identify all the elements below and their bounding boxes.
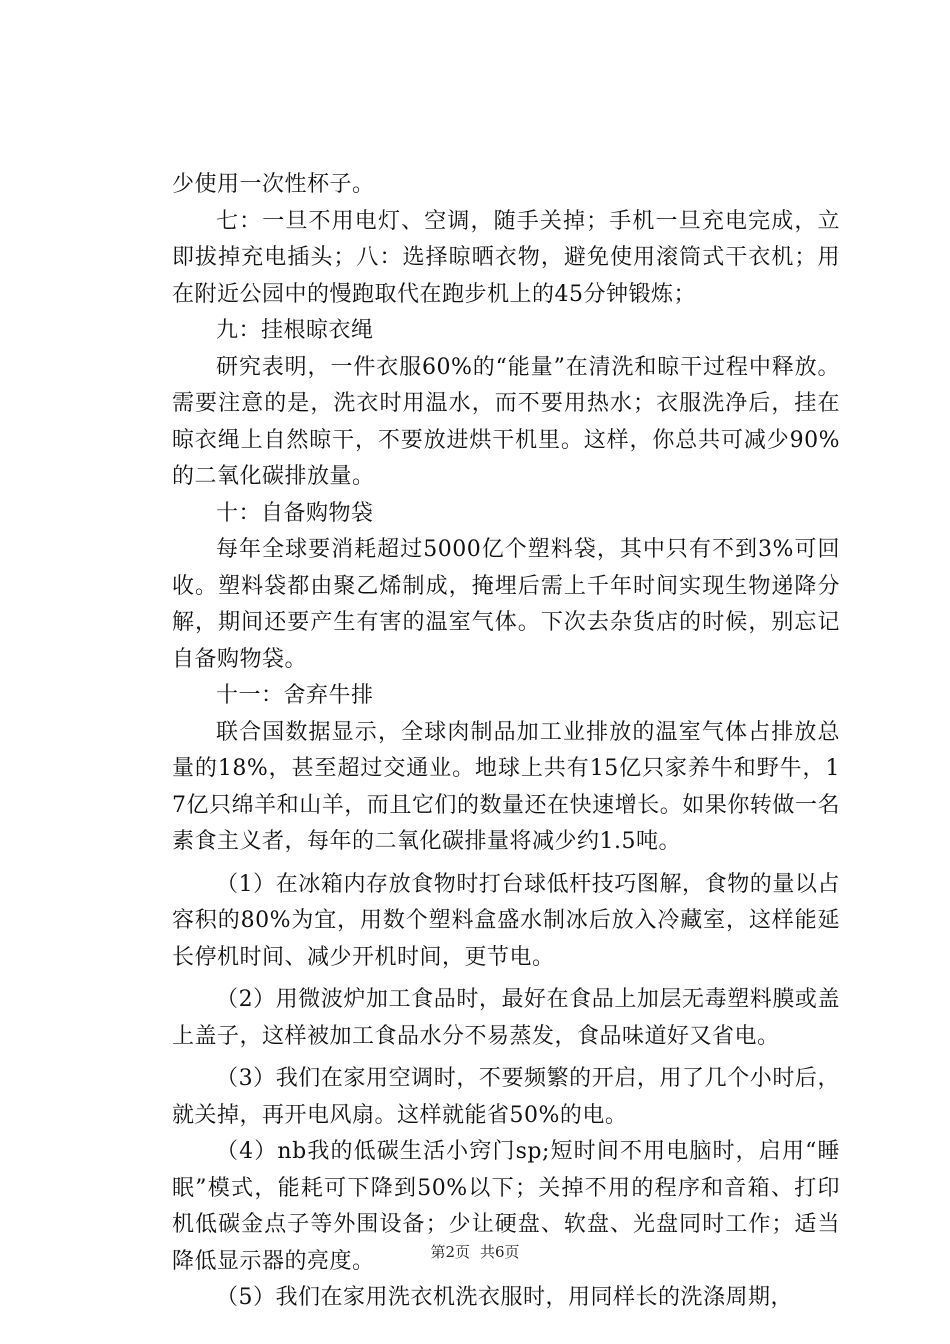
paragraph-clothesline: 研究表明，一件衣服60%的“能量”在清洗和晾干过程中释放。需要注意的是，洗衣时用温水，而不要用热水；衣服洗净后，挂在晾衣绳上自然晾干，不要放进烘干机里。这样，你总共可减少90%的二氧化碳排放量。 bbox=[172, 354, 840, 489]
heading-tip-11: 十一：舍弃牛排 bbox=[216, 683, 374, 708]
total-pages: 共6页 bbox=[480, 1243, 520, 1261]
paragraph-continuation: 少使用一次性杯子。 bbox=[172, 172, 375, 197]
paragraph-item-5: （5）我们在家用洗衣机洗衣服时，用同样长的洗涤周期， bbox=[216, 1285, 793, 1310]
page-footer bbox=[0, 1242, 950, 1262]
heading-tip-9: 九：挂根晾衣绳 bbox=[216, 318, 374, 343]
paragraph-item-4: （4）nb我的低碳生活小窍门sp;短时间不用电脑时，启用“睡眠”模式，能耗可下降到50%以下；关掉不用的程序和音箱、打印机低碳金点子等外围设备；少让硬盘、软盘、光盘同时工作；适当降低显示器的亮度。 bbox=[172, 1139, 840, 1274]
paragraph-tips-7-8: 七：一旦不用电灯、空调，随手关掉；手机一旦充电完成，立即拔掉充电插头；八：选择晾晒衣物，避免使用滚筒式干衣机；用在附近公园中的慢跑取代在跑步机上的45分钟锻炼； bbox=[172, 208, 840, 307]
heading-tip-10: 十：自备购物袋 bbox=[216, 500, 374, 526]
paragraph-item-1: （1）在冰箱内存放食物时打台球低杆技巧图解，食物的量以占容积的80%为宜，用数个塑料盒盛水制冰后放入冷藏室，这样能延长停机时间、减少开机时间，更节电。 bbox=[172, 871, 840, 970]
document-body bbox=[172, 167, 840, 1317]
paragraph-shopping-bag: 每年全球要消耗超过5000亿个塑料袋，其中只有不到3%可回收。塑料袋都由聚乙烯制成，掩埋后需上千年时间实现生物递降分解，期间还要产生有害的温室气体。下次去杂货店的时候，别忘记自备购物袋。 bbox=[172, 537, 840, 672]
paragraph-item-3: （3）我们在家用空调时，不要频繁的开启，用了几个小时后，就关掉，再开电风扇。这样就能省50%的电。 bbox=[172, 1066, 840, 1128]
paragraph-steak: 联合国数据显示，全球肉制品加工业排放的温室气体占排放总量的18%，甚至超过交通业。地球上共有15亿只家养牛和野牛，17亿只绵羊和山羊，而且它们的数量还在快速增长。如果你转做一名素食主义者，每年的二氧化碳排量将减少约1.5吨。 bbox=[172, 719, 840, 854]
paragraph-item-2: （2）用微波炉加工食品时，最好在食品上加层无毒塑料膜或盖上盖子，这样被加工食品水分不易蒸发，食品味道好又省电。 bbox=[172, 987, 840, 1049]
page-number: 第2页 bbox=[430, 1243, 470, 1261]
